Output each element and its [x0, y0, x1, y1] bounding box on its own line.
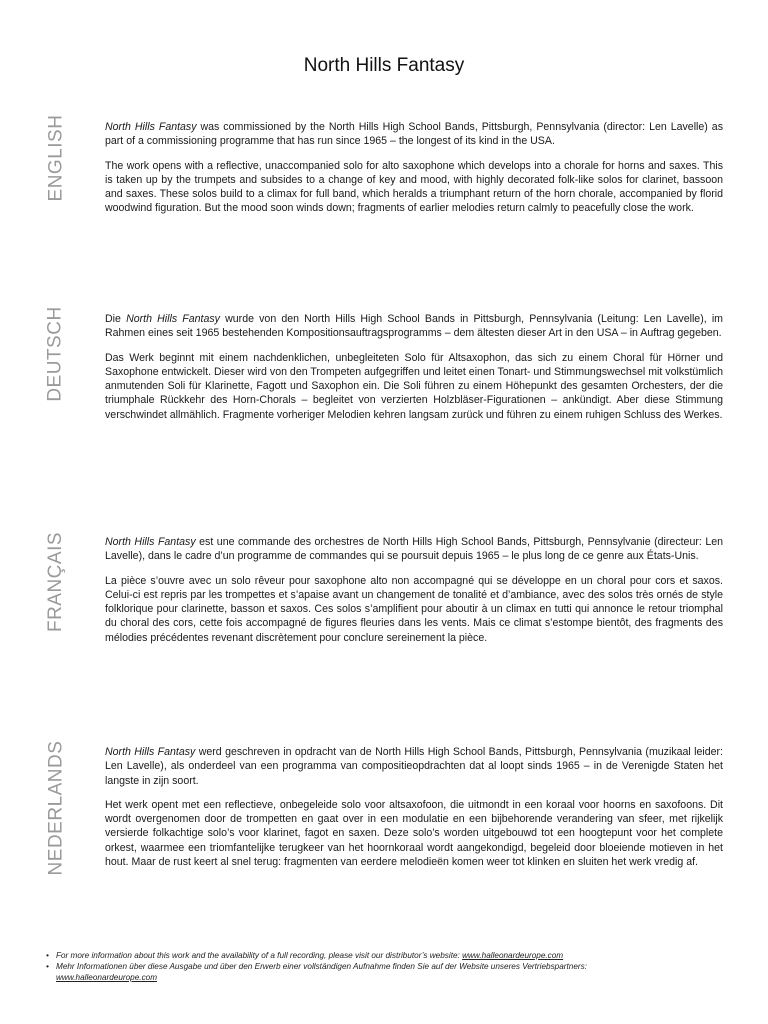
intro-text: was commissioned by the North Hills High School Bands, Pittsburgh, Pennsylvania (director: Len Lavelle) as part of a commissioning programme that has run since 1965 – the longest of its kind in the USA. [105, 121, 723, 148]
distributor-link[interactable]: www.halleonardeurope.com [462, 951, 564, 960]
footer-notes [46, 950, 746, 983]
bullet-icon: • [46, 962, 49, 971]
language-label-text: ENGLISH [45, 114, 67, 202]
work-title: North Hills Fantasy [105, 121, 197, 133]
bullet-icon: • [46, 951, 49, 960]
language-label-deutsch [36, 254, 76, 454]
description-paragraph: The work opens with a reflective, unaccompanied solo for alto saxophone which develops into a chorale for horns and saxes. This is taken up by the trumpets and subsides to a change of key and mood, with highly decorated folk-like solos for clarinet, bassoon and saxes. These solos build to a climax for full band, which heralds a triumphant return of the horn chorale, accompanied by florid woodwind figuration. But the mood soon winds down; fragments of earlier melodies return calmly to peacefully close the work. [105, 159, 723, 215]
intro-paragraph [105, 120, 723, 149]
intro-paragraph [105, 745, 723, 788]
intro-paragraph [105, 535, 723, 564]
intro-prefix: Die [105, 313, 127, 325]
language-label-text: FRANÇAIS [45, 531, 67, 633]
language-label-francais [36, 482, 76, 682]
language-label-nederlands [36, 708, 76, 908]
footer-note-english [46, 950, 746, 961]
work-title: North Hills Fantasy [105, 746, 196, 758]
intro-paragraph [105, 312, 723, 341]
language-label-english [36, 58, 76, 258]
language-label-text: NEDERLANDS [45, 740, 66, 876]
work-title: North Hills Fantasy [126, 313, 220, 325]
footer-note-text: For more information about this work and the availability of a full recording, please visit our distributor’s website: [56, 951, 463, 960]
description-paragraph: La pièce s’ouvre avec un solo rêveur pour saxophone alto non accompagné qui se développe en un choral pour cors et saxos. Celui-ci est repris par les trompettes et s’apaise avant un changement de tonalité et d’ambiance, avec des solos très ornés de style folklorique pour clarinette, basson et saxos. Ces solos s’amplifient pour aboutir à un climax en tutti qui annonce le retour triomphal du choral des cors, cette fois accompagné de figures fleuries dans les vents. Mais ce climat s’estompe bientôt, des fragments des mélodies précédentes revenant discrètement pour conclure sereinement la pièce. [105, 574, 723, 644]
page-title: North Hills Fantasy [303, 55, 465, 76]
intro-text: est une commande des orchestres de North Hills High School Bands, Pittsburgh, Pennsylvanie (directeur: Len Lavelle), dans le cadre d’un programme de commandes qui se poursuit depuis 1965 – le plus long de ce genre aux États-Unis. [105, 536, 724, 563]
footer-note-text: Mehr Informationen über diese Ausgabe und über den Erwerb einer vollständigen Aufnahme finden Sie auf der Website unseres Vertriebspartners: [56, 962, 587, 971]
section-body-francais [105, 535, 723, 655]
language-label-text: DEUTSCH [45, 306, 66, 402]
description-paragraph: Das Werk beginnt mit einem nachdenklichen, unbegleiteten Solo für Altsaxophon, das sich zu einem Choral für Hörner und Saxophone entwickelt. Dieser wird von den Trompeten aufgegriffen und leitet einen Tonart- und Stimmungswechsel mit volkstümlich anmutenden Soli für Klarinette, Fagott und Saxophon ein. Die Soli führen zu einem Höhepunkt des gesamten Orchesters, der die triumphale Rückkehr des Horn-Chorals – begleitet von verzierten Holzbläser-Figurationen – ankündigt. Aber diese Stimmung verschwindet allmählich. Fragmente vorheriger Melodien kehren langsam zurück und führen zu einem ruhigen Schluss des Werkes. [105, 351, 723, 421]
footer-note-german [46, 961, 746, 983]
distributor-link[interactable]: www.halleonardeurope.com [56, 973, 158, 982]
section-body-deutsch [105, 312, 723, 432]
work-title: North Hills Fantasy [105, 536, 196, 548]
section-body-english [105, 120, 723, 226]
description-paragraph: Het werk opent met een reflectieve, onbegeleide solo voor altsaxofoon, die uitmondt in een koraal voor hoorns en saxofoons. Dit wordt overgenomen door de trompetten en gaat over in een modulatie en een bijbehorende verandering van sfeer, met rijkelijk versierde folkachtige solo’s voor klarinet, fagot en saxen. Deze solo’s worden uitgebouwd tot een hoogtepunt voor het complete orkest, waarmee een triomfantelijke terugkeer van het hoornkoraal wordt aangekondigd, begeleid door bloeiende motieven in het hout. Maar de rust keert al snel terug: fragmenten van eerdere melodieën komen weer tot klinken en sluiten het werk vredig af. [105, 798, 723, 869]
section-body-nederlands [105, 745, 723, 879]
intro-text: wurde von den North Hills High School Bands in Pittsburgh, Pennsylvania (Leitung: Len Lavelle), im Rahmen eines seit 1965 bestehenden Kompositionsauftragsprogramms – dem ältesten dieser Art in den USA – in Auftrag gegeben. [105, 313, 724, 340]
intro-text: werd geschreven in opdracht van de North Hills High School Bands, Pittsburgh, Pennsylvania (muzikaal leider: Len Lavelle), als onderdeel van een programma van compositieopdrachten dat al loopt sinds 1965 – in de Verenigde Staten het langste in zijn soort. [105, 746, 723, 787]
